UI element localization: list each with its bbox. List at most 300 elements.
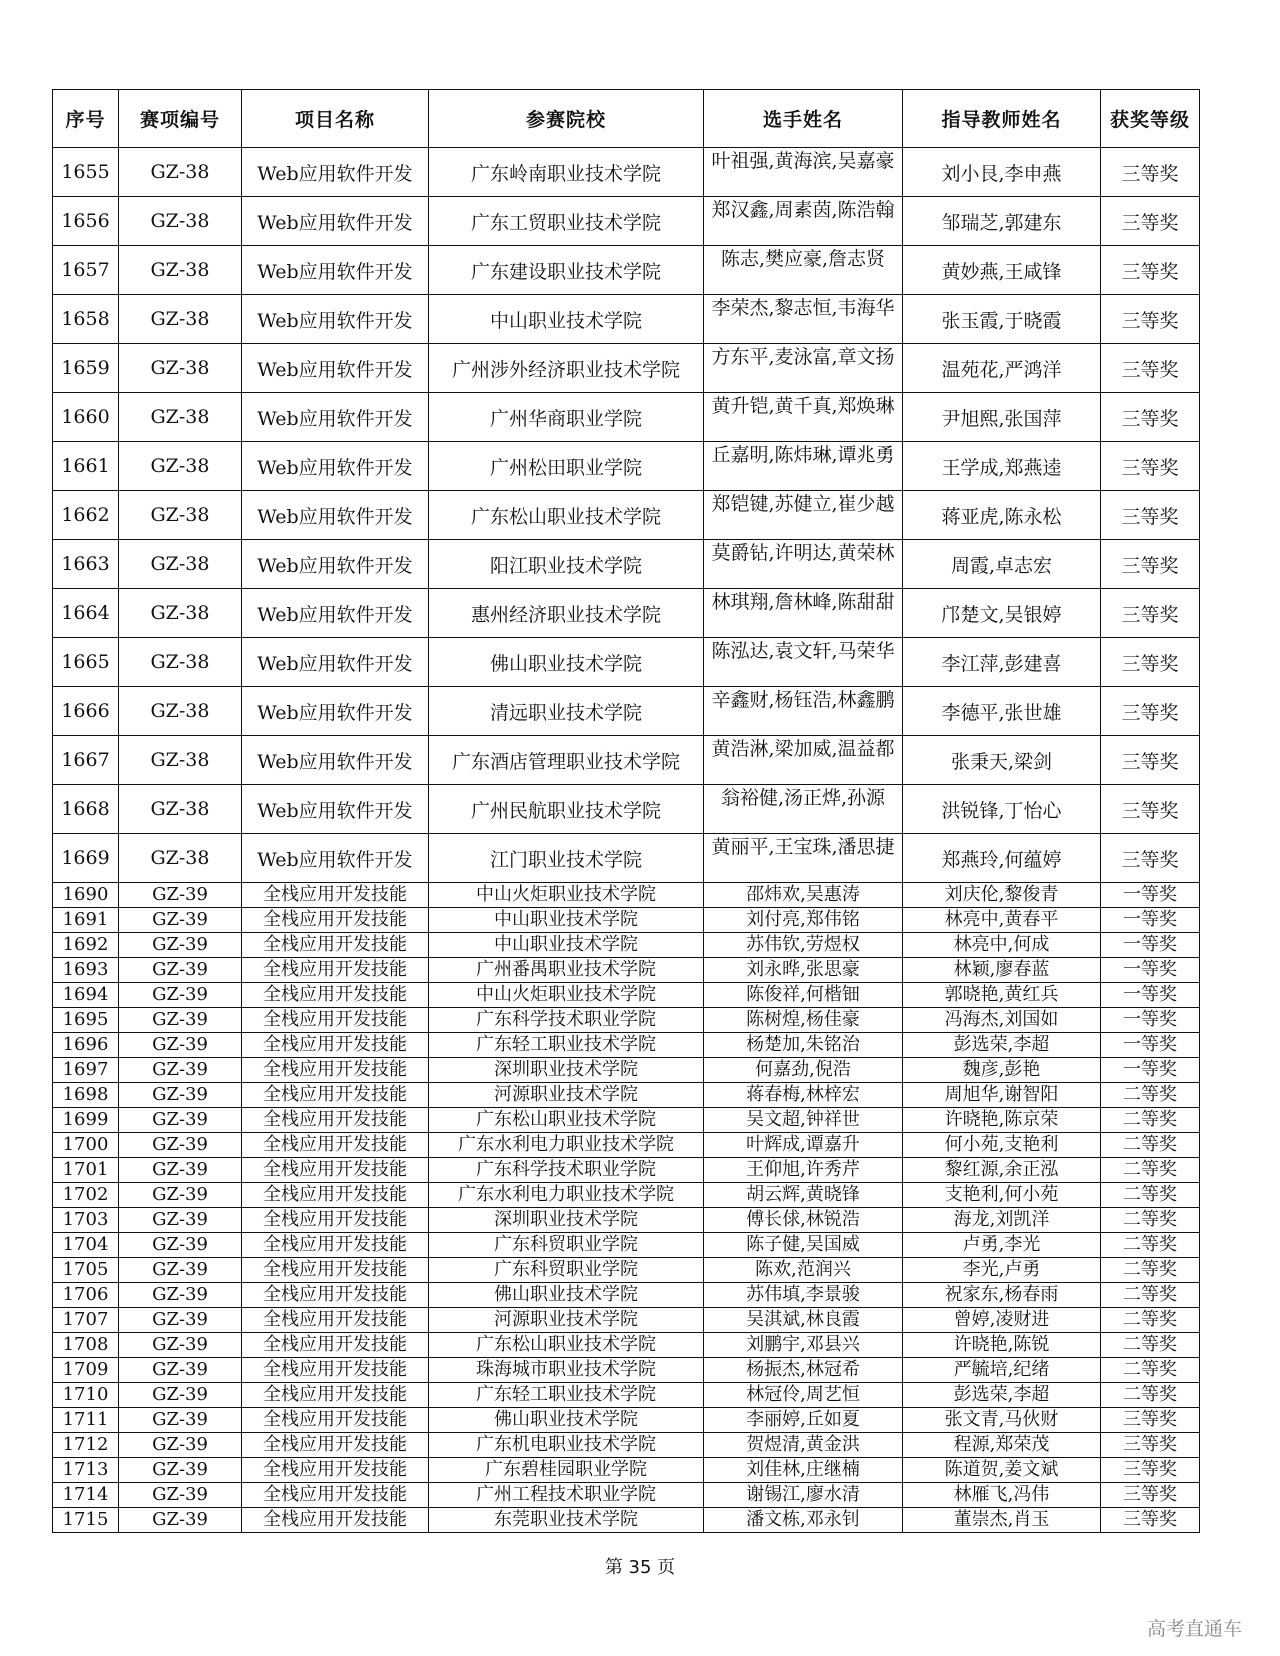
cell-award-level: 三等奖 (1101, 1433, 1200, 1458)
cell-event-code: GZ-39 (119, 1258, 242, 1283)
cell-serial: 1701 (53, 1158, 119, 1183)
cell-serial: 1709 (53, 1358, 119, 1383)
cell-event-code: GZ-39 (119, 908, 242, 933)
cell-school: 江门职业技术学院 (429, 834, 704, 883)
cell-serial: 1697 (53, 1058, 119, 1083)
table-row (53, 1508, 1200, 1533)
cell-award-level: 二等奖 (1101, 1333, 1200, 1358)
cell-award-level: 三等奖 (1101, 1483, 1200, 1508)
table-row (53, 1383, 1200, 1408)
cell-serial: 1667 (53, 736, 119, 785)
table-row (53, 908, 1200, 933)
cell-event-code: GZ-39 (119, 1433, 242, 1458)
cell-contestants: 叶辉成,谭嘉升 (704, 1133, 903, 1158)
cell-project-name: 全栈应用开发技能 (242, 1033, 429, 1058)
cell-school: 广州松田职业学院 (429, 442, 704, 491)
cell-event-code: GZ-39 (119, 1033, 242, 1058)
cell-award-level: 二等奖 (1101, 1108, 1200, 1133)
table-row (53, 1008, 1200, 1033)
cell-contestants: 王仰旭,许秀芹 (704, 1158, 903, 1183)
cell-serial: 1698 (53, 1083, 119, 1108)
cell-award-level: 三等奖 (1101, 540, 1200, 589)
cell-instructors: 支艳利,何小苑 (903, 1183, 1101, 1208)
cell-contestants: 黄升铠,黄千真,郑焕琳 (704, 393, 903, 442)
cell-contestants: 叶祖强,黄海滨,吴嘉豪 (704, 148, 903, 197)
cell-contestants: 陈泓达,袁文轩,马荣华 (704, 638, 903, 687)
table-row (53, 1458, 1200, 1483)
cell-serial: 1659 (53, 344, 119, 393)
cell-award-level: 一等奖 (1101, 908, 1200, 933)
cell-serial: 1666 (53, 687, 119, 736)
cell-instructors: 海龙,刘凯洋 (903, 1208, 1101, 1233)
cell-event-code: GZ-38 (119, 785, 242, 834)
cell-school: 中山火炬职业技术学院 (429, 883, 704, 908)
cell-contestants: 郑汉鑫,周素茵,陈浩翰 (704, 197, 903, 246)
cell-instructors: 温苑花,严鸿洋 (903, 344, 1101, 393)
cell-instructors: 卢勇,李光 (903, 1233, 1101, 1258)
cell-contestants: 刘永晔,张思豪 (704, 958, 903, 983)
cell-school: 中山职业技术学院 (429, 908, 704, 933)
cell-award-level: 三等奖 (1101, 393, 1200, 442)
cell-instructors: 彭选荣,李超 (903, 1383, 1101, 1408)
cell-instructors: 李光,卢勇 (903, 1258, 1101, 1283)
cell-contestants: 苏伟钦,劳煜权 (704, 933, 903, 958)
cell-school: 佛山职业技术学院 (429, 1408, 704, 1433)
cell-event-code: GZ-39 (119, 958, 242, 983)
cell-school: 广州民航职业技术学院 (429, 785, 704, 834)
table-row (53, 1083, 1200, 1108)
table-row (53, 958, 1200, 983)
cell-award-level: 三等奖 (1101, 1458, 1200, 1483)
cell-event-code: GZ-39 (119, 1508, 242, 1533)
header-event-code: 赛项编号 (119, 90, 242, 148)
cell-contestants: 吴文超,钟祥世 (704, 1108, 903, 1133)
cell-contestants: 吴淇斌,林良霞 (704, 1308, 903, 1333)
cell-event-code: GZ-38 (119, 540, 242, 589)
cell-instructors: 林雁飞,冯伟 (903, 1483, 1101, 1508)
cell-award-level: 一等奖 (1101, 933, 1200, 958)
cell-school: 广东科学技术职业学院 (429, 1158, 704, 1183)
table-row (53, 1058, 1200, 1083)
cell-project-name: 全栈应用开发技能 (242, 1183, 429, 1208)
cell-award-level: 一等奖 (1101, 883, 1200, 908)
cell-serial: 1710 (53, 1383, 119, 1408)
cell-school: 阳江职业技术学院 (429, 540, 704, 589)
table-row (53, 687, 1200, 736)
cell-contestants: 黄浩淋,梁加威,温益都 (704, 736, 903, 785)
cell-project-name: Web应用软件开发 (242, 344, 429, 393)
cell-award-level: 一等奖 (1101, 983, 1200, 1008)
cell-school: 深圳职业技术学院 (429, 1058, 704, 1083)
cell-instructors: 林亮中,黄春平 (903, 908, 1101, 933)
cell-project-name: Web应用软件开发 (242, 491, 429, 540)
cell-instructors: 邝楚文,吴银婷 (903, 589, 1101, 638)
cell-event-code: GZ-38 (119, 687, 242, 736)
cell-event-code: GZ-38 (119, 638, 242, 687)
cell-serial: 1656 (53, 197, 119, 246)
cell-serial: 1706 (53, 1283, 119, 1308)
cell-instructors: 许晓艳,陈京荣 (903, 1108, 1101, 1133)
table-row (53, 197, 1200, 246)
cell-event-code: GZ-39 (119, 1333, 242, 1358)
cell-award-level: 三等奖 (1101, 295, 1200, 344)
cell-award-level: 三等奖 (1101, 1508, 1200, 1533)
cell-project-name: Web应用软件开发 (242, 442, 429, 491)
cell-project-name: 全栈应用开发技能 (242, 883, 429, 908)
cell-event-code: GZ-38 (119, 736, 242, 785)
cell-school: 惠州经济职业技术学院 (429, 589, 704, 638)
cell-instructors: 邹瑞芝,郭建东 (903, 197, 1101, 246)
cell-school: 广州工程技术职业学院 (429, 1483, 704, 1508)
cell-project-name: 全栈应用开发技能 (242, 1233, 429, 1258)
cell-serial: 1663 (53, 540, 119, 589)
cell-project-name: 全栈应用开发技能 (242, 1283, 429, 1308)
cell-serial: 1665 (53, 638, 119, 687)
cell-event-code: GZ-39 (119, 883, 242, 908)
cell-school: 广东水利电力职业技术学院 (429, 1183, 704, 1208)
cell-instructors: 黄妙燕,王咸锋 (903, 246, 1101, 295)
cell-project-name: Web应用软件开发 (242, 295, 429, 344)
table-row (53, 491, 1200, 540)
cell-award-level: 二等奖 (1101, 1258, 1200, 1283)
cell-project-name: 全栈应用开发技能 (242, 933, 429, 958)
cell-school: 广东水利电力职业技术学院 (429, 1133, 704, 1158)
table-row (53, 638, 1200, 687)
cell-instructors: 何小苑,支艳利 (903, 1133, 1101, 1158)
cell-project-name: Web应用软件开发 (242, 638, 429, 687)
cell-instructors: 张文青,马伙财 (903, 1408, 1101, 1433)
cell-contestants: 黄丽平,王宝珠,潘思捷 (704, 834, 903, 883)
header-school: 参赛院校 (429, 90, 704, 148)
cell-contestants: 陈俊祥,何楷钿 (704, 983, 903, 1008)
cell-event-code: GZ-38 (119, 442, 242, 491)
cell-contestants: 胡云辉,黄晓锋 (704, 1183, 903, 1208)
cell-instructors: 尹旭熙,张国萍 (903, 393, 1101, 442)
table-row (53, 246, 1200, 295)
page-number: 第 35 页 (604, 1557, 676, 1578)
cell-serial: 1660 (53, 393, 119, 442)
cell-project-name: Web应用软件开发 (242, 246, 429, 295)
table-row (53, 1133, 1200, 1158)
cell-contestants: 杨楚加,朱铭治 (704, 1033, 903, 1058)
cell-contestants: 刘鹏宇,邓县兴 (704, 1333, 903, 1358)
cell-event-code: GZ-39 (119, 1308, 242, 1333)
cell-school: 广东酒店管理职业技术学院 (429, 736, 704, 785)
table-body (53, 148, 1200, 1533)
cell-award-level: 三等奖 (1101, 148, 1200, 197)
cell-event-code: GZ-38 (119, 589, 242, 638)
cell-project-name: 全栈应用开发技能 (242, 958, 429, 983)
cell-award-level: 二等奖 (1101, 1383, 1200, 1408)
cell-instructors: 王学成,郑燕逵 (903, 442, 1101, 491)
cell-contestants: 丘嘉明,陈炜琳,谭兆勇 (704, 442, 903, 491)
watermark: 高考直通车 (1147, 1618, 1243, 1640)
cell-school: 中山职业技术学院 (429, 933, 704, 958)
cell-school: 河源职业技术学院 (429, 1308, 704, 1333)
cell-project-name: 全栈应用开发技能 (242, 1508, 429, 1533)
cell-instructors: 程源,郑荣茂 (903, 1433, 1101, 1458)
table-row (53, 295, 1200, 344)
cell-school: 广州华商职业学院 (429, 393, 704, 442)
cell-award-level: 二等奖 (1101, 1158, 1200, 1183)
cell-serial: 1691 (53, 908, 119, 933)
cell-project-name: 全栈应用开发技能 (242, 1108, 429, 1133)
cell-project-name: Web应用软件开发 (242, 687, 429, 736)
cell-instructors: 许晓艳,陈锐 (903, 1333, 1101, 1358)
cell-serial: 1690 (53, 883, 119, 908)
cell-instructors: 黎红源,余正泓 (903, 1158, 1101, 1183)
cell-school: 广东松山职业技术学院 (429, 1333, 704, 1358)
cell-award-level: 三等奖 (1101, 638, 1200, 687)
cell-serial: 1713 (53, 1458, 119, 1483)
cell-school: 广东科学技术职业学院 (429, 1008, 704, 1033)
cell-contestants: 陈欢,范润兴 (704, 1258, 903, 1283)
cell-award-level: 三等奖 (1101, 785, 1200, 834)
cell-project-name: 全栈应用开发技能 (242, 1433, 429, 1458)
cell-instructors: 董崇杰,肖玉 (903, 1508, 1101, 1533)
cell-school: 广东科贸职业学院 (429, 1233, 704, 1258)
table-row (53, 1258, 1200, 1283)
cell-project-name: 全栈应用开发技能 (242, 1008, 429, 1033)
cell-school: 河源职业技术学院 (429, 1083, 704, 1108)
cell-serial: 1700 (53, 1133, 119, 1158)
cell-award-level: 一等奖 (1101, 1058, 1200, 1083)
table-row (53, 1183, 1200, 1208)
cell-project-name: 全栈应用开发技能 (242, 1083, 429, 1108)
cell-serial: 1668 (53, 785, 119, 834)
cell-instructors: 曾婷,凌财进 (903, 1308, 1101, 1333)
cell-school: 广东松山职业技术学院 (429, 1108, 704, 1133)
cell-instructors: 蒋亚虎,陈永松 (903, 491, 1101, 540)
cell-school: 珠海城市职业技术学院 (429, 1358, 704, 1383)
cell-school: 东莞职业技术学院 (429, 1508, 704, 1533)
cell-serial: 1703 (53, 1208, 119, 1233)
cell-school: 广州涉外经济职业技术学院 (429, 344, 704, 393)
cell-project-name: 全栈应用开发技能 (242, 1133, 429, 1158)
cell-event-code: GZ-38 (119, 246, 242, 295)
cell-instructors: 周旭华,谢智阳 (903, 1083, 1101, 1108)
cell-contestants: 陈志,樊应豪,詹志贤 (704, 246, 903, 295)
cell-award-level: 一等奖 (1101, 958, 1200, 983)
cell-event-code: GZ-39 (119, 1108, 242, 1133)
header-serial: 序号 (53, 90, 119, 148)
table-row (53, 1158, 1200, 1183)
cell-event-code: GZ-39 (119, 1158, 242, 1183)
cell-event-code: GZ-39 (119, 1458, 242, 1483)
cell-project-name: 全栈应用开发技能 (242, 1458, 429, 1483)
cell-instructors: 陈道贺,姜文斌 (903, 1458, 1101, 1483)
cell-award-level: 一等奖 (1101, 1008, 1200, 1033)
cell-award-level: 二等奖 (1101, 1358, 1200, 1383)
cell-instructors: 魏彦,彭艳 (903, 1058, 1101, 1083)
table-row (53, 834, 1200, 883)
cell-school: 佛山职业技术学院 (429, 638, 704, 687)
table-row (53, 933, 1200, 958)
cell-serial: 1662 (53, 491, 119, 540)
cell-contestants: 杨振杰,林冠希 (704, 1358, 903, 1383)
cell-event-code: GZ-38 (119, 344, 242, 393)
cell-school: 广州番禺职业技术学院 (429, 958, 704, 983)
cell-school: 中山职业技术学院 (429, 295, 704, 344)
cell-project-name: 全栈应用开发技能 (242, 1333, 429, 1358)
cell-award-level: 二等奖 (1101, 1133, 1200, 1158)
cell-event-code: GZ-39 (119, 1008, 242, 1033)
cell-serial: 1692 (53, 933, 119, 958)
cell-project-name: 全栈应用开发技能 (242, 1408, 429, 1433)
header-project-name: 项目名称 (242, 90, 429, 148)
cell-contestants: 莫爵钻,许明达,黄荣林 (704, 540, 903, 589)
cell-contestants: 何嘉劲,倪浩 (704, 1058, 903, 1083)
cell-school: 清远职业技术学院 (429, 687, 704, 736)
cell-award-level: 三等奖 (1101, 197, 1200, 246)
cell-project-name: Web应用软件开发 (242, 785, 429, 834)
table-header-row (53, 90, 1200, 148)
table-row (53, 1108, 1200, 1133)
cell-serial: 1704 (53, 1233, 119, 1258)
cell-project-name: 全栈应用开发技能 (242, 1383, 429, 1408)
table-row (53, 1283, 1200, 1308)
cell-award-level: 二等奖 (1101, 1183, 1200, 1208)
cell-school: 中山火炬职业技术学院 (429, 983, 704, 1008)
cell-project-name: Web应用软件开发 (242, 540, 429, 589)
cell-event-code: GZ-39 (119, 1083, 242, 1108)
table-row (53, 1333, 1200, 1358)
cell-event-code: GZ-39 (119, 1183, 242, 1208)
table-row (53, 883, 1200, 908)
cell-contestants: 苏伟填,李景骏 (704, 1283, 903, 1308)
cell-serial: 1664 (53, 589, 119, 638)
table-row (53, 1483, 1200, 1508)
cell-award-level: 三等奖 (1101, 589, 1200, 638)
cell-contestants: 翁裕健,汤正烨,孙源 (704, 785, 903, 834)
cell-award-level: 三等奖 (1101, 834, 1200, 883)
cell-event-code: GZ-38 (119, 295, 242, 344)
cell-instructors: 刘小艮,李申燕 (903, 148, 1101, 197)
cell-school: 广东机电职业技术学院 (429, 1433, 704, 1458)
cell-award-level: 三等奖 (1101, 344, 1200, 393)
cell-event-code: GZ-38 (119, 148, 242, 197)
cell-event-code: GZ-39 (119, 1133, 242, 1158)
cell-event-code: GZ-38 (119, 393, 242, 442)
cell-project-name: 全栈应用开发技能 (242, 908, 429, 933)
cell-contestants: 陈树煌,杨佳豪 (704, 1008, 903, 1033)
cell-instructors: 林颖,廖春蓝 (903, 958, 1101, 983)
cell-serial: 1699 (53, 1108, 119, 1133)
cell-contestants: 李丽婷,丘如夏 (704, 1408, 903, 1433)
cell-serial: 1655 (53, 148, 119, 197)
table-row (53, 540, 1200, 589)
cell-event-code: GZ-39 (119, 1383, 242, 1408)
cell-contestants: 林琪翔,詹林峰,陈甜甜 (704, 589, 903, 638)
cell-school: 佛山职业技术学院 (429, 1283, 704, 1308)
cell-school: 广东岭南职业技术学院 (429, 148, 704, 197)
cell-award-level: 二等奖 (1101, 1233, 1200, 1258)
cell-award-level: 二等奖 (1101, 1283, 1200, 1308)
table-row (53, 1433, 1200, 1458)
cell-project-name: 全栈应用开发技能 (242, 1058, 429, 1083)
cell-instructors: 李江萍,彭建喜 (903, 638, 1101, 687)
cell-event-code: GZ-39 (119, 1233, 242, 1258)
cell-school: 广东轻工职业技术学院 (429, 1033, 704, 1058)
cell-project-name: 全栈应用开发技能 (242, 1158, 429, 1183)
cell-project-name: Web应用软件开发 (242, 589, 429, 638)
cell-contestants: 方东平,麦泳富,章文扬 (704, 344, 903, 393)
cell-contestants: 邵炜欢,吴惠涛 (704, 883, 903, 908)
cell-serial: 1658 (53, 295, 119, 344)
cell-event-code: GZ-39 (119, 1208, 242, 1233)
cell-instructors: 祝家东,杨春雨 (903, 1283, 1101, 1308)
cell-instructors: 刘庆伦,黎俊青 (903, 883, 1101, 908)
cell-serial: 1715 (53, 1508, 119, 1533)
cell-award-level: 二等奖 (1101, 1208, 1200, 1233)
cell-instructors: 洪锐锋,丁怡心 (903, 785, 1101, 834)
table-row (53, 442, 1200, 491)
cell-contestants: 辛鑫财,杨钰浩,林鑫鹏 (704, 687, 903, 736)
cell-award-level: 三等奖 (1101, 246, 1200, 295)
cell-school: 广东建设职业技术学院 (429, 246, 704, 295)
cell-school: 广东工贸职业技术学院 (429, 197, 704, 246)
table-row (53, 1033, 1200, 1058)
cell-serial: 1711 (53, 1408, 119, 1433)
cell-school: 广东松山职业技术学院 (429, 491, 704, 540)
cell-project-name: 全栈应用开发技能 (242, 1208, 429, 1233)
cell-serial: 1714 (53, 1483, 119, 1508)
cell-award-level: 三等奖 (1101, 442, 1200, 491)
cell-project-name: 全栈应用开发技能 (242, 1358, 429, 1383)
cell-serial: 1696 (53, 1033, 119, 1058)
cell-serial: 1708 (53, 1333, 119, 1358)
cell-project-name: 全栈应用开发技能 (242, 983, 429, 1008)
table-row (53, 785, 1200, 834)
cell-school: 广东碧桂园职业学院 (429, 1458, 704, 1483)
cell-event-code: GZ-39 (119, 933, 242, 958)
cell-serial: 1695 (53, 1008, 119, 1033)
cell-serial: 1705 (53, 1258, 119, 1283)
cell-instructors: 林亮中,何成 (903, 933, 1101, 958)
cell-school: 广东轻工职业技术学院 (429, 1383, 704, 1408)
cell-school: 广东科贸职业学院 (429, 1258, 704, 1283)
table-row (53, 344, 1200, 393)
header-contestants: 选手姓名 (704, 90, 903, 148)
cell-event-code: GZ-39 (119, 1283, 242, 1308)
cell-instructors: 李德平,张世雄 (903, 687, 1101, 736)
table-row (53, 1233, 1200, 1258)
cell-contestants: 刘佳林,庄继楠 (704, 1458, 903, 1483)
cell-contestants: 谢锡江,廖水清 (704, 1483, 903, 1508)
cell-project-name: Web应用软件开发 (242, 736, 429, 785)
cell-event-code: GZ-39 (119, 983, 242, 1008)
cell-contestants: 陈子健,吴国威 (704, 1233, 903, 1258)
cell-instructors: 冯海杰,刘国如 (903, 1008, 1101, 1033)
cell-award-level: 三等奖 (1101, 491, 1200, 540)
cell-event-code: GZ-38 (119, 834, 242, 883)
awards-table (52, 89, 1200, 1533)
cell-project-name: 全栈应用开发技能 (242, 1308, 429, 1333)
header-instructors: 指导教师姓名 (903, 90, 1101, 148)
cell-serial: 1702 (53, 1183, 119, 1208)
cell-award-level: 二等奖 (1101, 1308, 1200, 1333)
cell-event-code: GZ-39 (119, 1058, 242, 1083)
cell-contestants: 傅长俅,林锐浩 (704, 1208, 903, 1233)
cell-serial: 1657 (53, 246, 119, 295)
cell-school: 深圳职业技术学院 (429, 1208, 704, 1233)
cell-award-level: 一等奖 (1101, 1033, 1200, 1058)
cell-contestants: 郑铠键,苏健立,崔少越 (704, 491, 903, 540)
cell-serial: 1694 (53, 983, 119, 1008)
cell-contestants: 李荣杰,黎志恒,韦海华 (704, 295, 903, 344)
cell-project-name: 全栈应用开发技能 (242, 1483, 429, 1508)
cell-event-code: GZ-38 (119, 197, 242, 246)
